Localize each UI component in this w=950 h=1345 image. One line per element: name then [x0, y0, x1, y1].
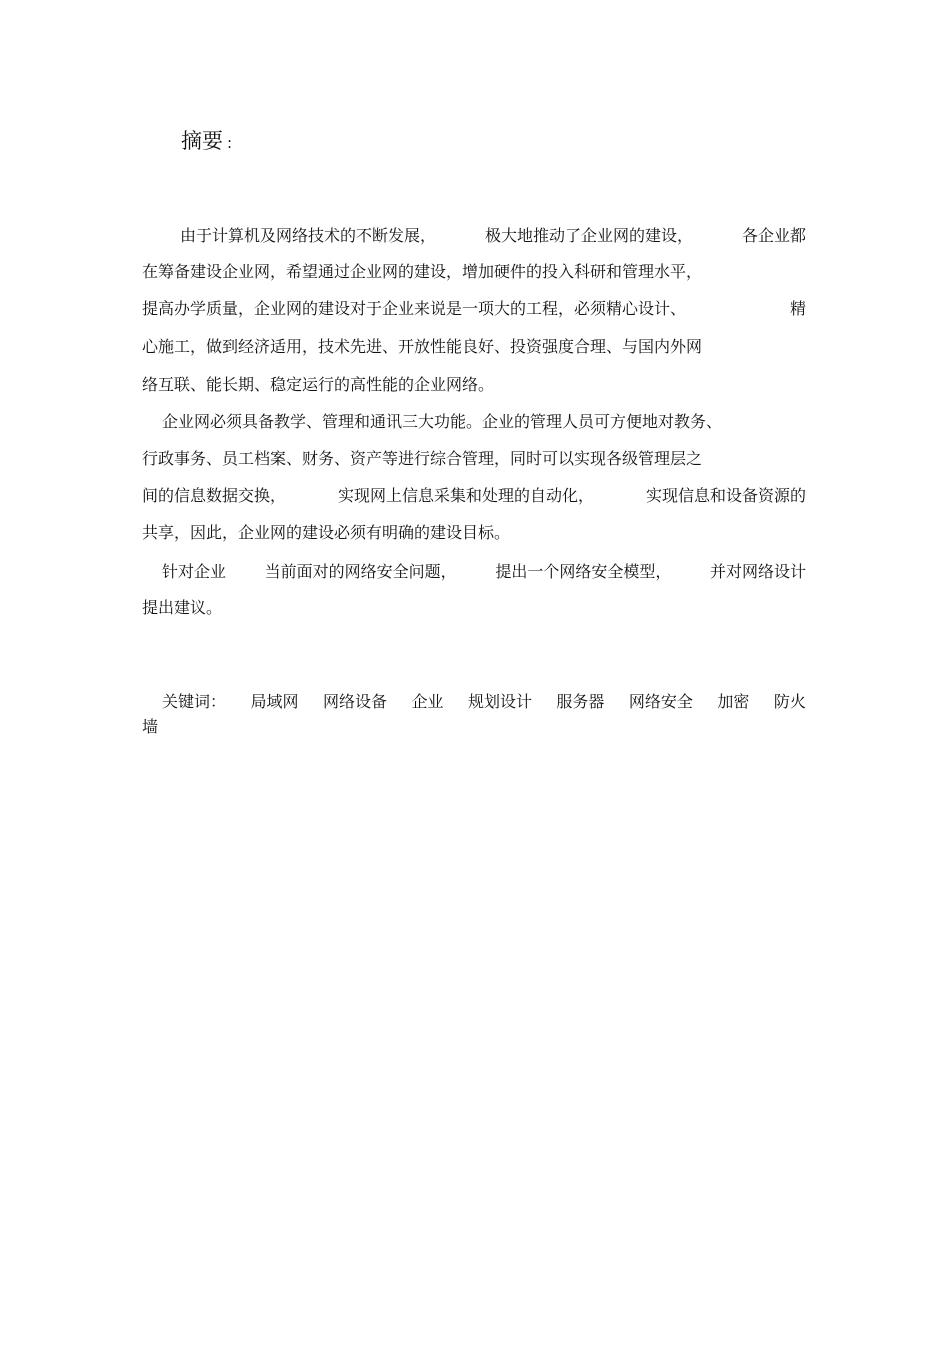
paragraph-1-line-5 — [142, 374, 806, 396]
text-segment: 络互联、能长期、稳定运行的高性能的企业网络。 — [142, 375, 495, 394]
abstract-title: 摘要 — [181, 129, 223, 153]
paragraph-3-line-1 — [142, 561, 806, 583]
text-segment: 实现信息和设备资源的 — [645, 486, 806, 505]
text-segment: 提出一个网络安全模型， — [495, 562, 672, 581]
keywords-wrap-line — [142, 716, 806, 738]
paragraph-2-line-1 — [142, 411, 806, 433]
keyword-item: 防火 — [773, 692, 806, 711]
paragraph-1-line-3 — [142, 298, 806, 320]
text-segment: 精 — [789, 299, 806, 318]
paragraph-2-line-4 — [142, 522, 806, 544]
text-segment: 当前面对的网络安全问题， — [264, 562, 457, 581]
text-segment: 在筹备建设企业网，希望通过企业网的建设，增加硬件的投入科研和管理水平， — [142, 262, 703, 281]
keyword-item: 网络设备 — [322, 692, 387, 711]
text-segment: 企业网必须具备教学、管理和通讯三大功能。企业的管理人员可方便地对教务、 — [162, 412, 723, 431]
keyword-item: 企业 — [411, 692, 444, 711]
paragraph-1-line-4 — [142, 336, 806, 358]
text-segment: 间的信息数据交换， — [142, 486, 287, 505]
paragraph-2-line-3 — [142, 485, 806, 507]
abstract-heading — [181, 127, 232, 157]
paragraph-1-line-2 — [142, 261, 806, 283]
keyword-item: 网络安全 — [628, 692, 693, 711]
abstract-title-colon: : — [227, 134, 233, 152]
keyword-item: 加密 — [717, 692, 750, 711]
text-segment: 各企业都 — [741, 226, 806, 245]
keyword-item: 局域网 — [250, 692, 299, 711]
text-segment: 并对网络设计 — [709, 562, 806, 581]
text-segment: 极大地推动了企业网的建设， — [484, 226, 693, 245]
text-segment: 行政事务、员工档案、财务、资产等进行综合管理，同时可以实现各级管理层之 — [142, 449, 703, 468]
text-segment: 提出建议。 — [142, 598, 223, 617]
keywords-line — [142, 691, 806, 713]
keyword-item: 规划设计 — [467, 692, 532, 711]
text-segment: 提高办学质量，企业网的建设对于企业来说是一项大的工程，必须精心设计、 — [142, 299, 687, 318]
paragraph-3-line-2 — [142, 597, 806, 619]
text-segment: 心施工，做到经济适用，技术先进、开放性能良好、投资强度合理、与国内外网 — [142, 337, 703, 356]
keyword-item: 服务器 — [556, 692, 605, 711]
text-segment: 由于计算机及网络技术的不断发展， — [180, 226, 437, 245]
keywords-label: 关键词： — [162, 692, 227, 711]
text-segment: 针对企业 — [162, 562, 227, 581]
paragraph-2-line-2 — [142, 448, 806, 470]
text-segment: 实现网上信息采集和处理的自动化， — [337, 486, 594, 505]
keyword-item-continued: 墙 — [142, 717, 159, 736]
text-segment: 共享，因此，企业网的建设必须有明确的建设目标。 — [142, 523, 511, 542]
paragraph-1-line-1 — [142, 225, 806, 247]
